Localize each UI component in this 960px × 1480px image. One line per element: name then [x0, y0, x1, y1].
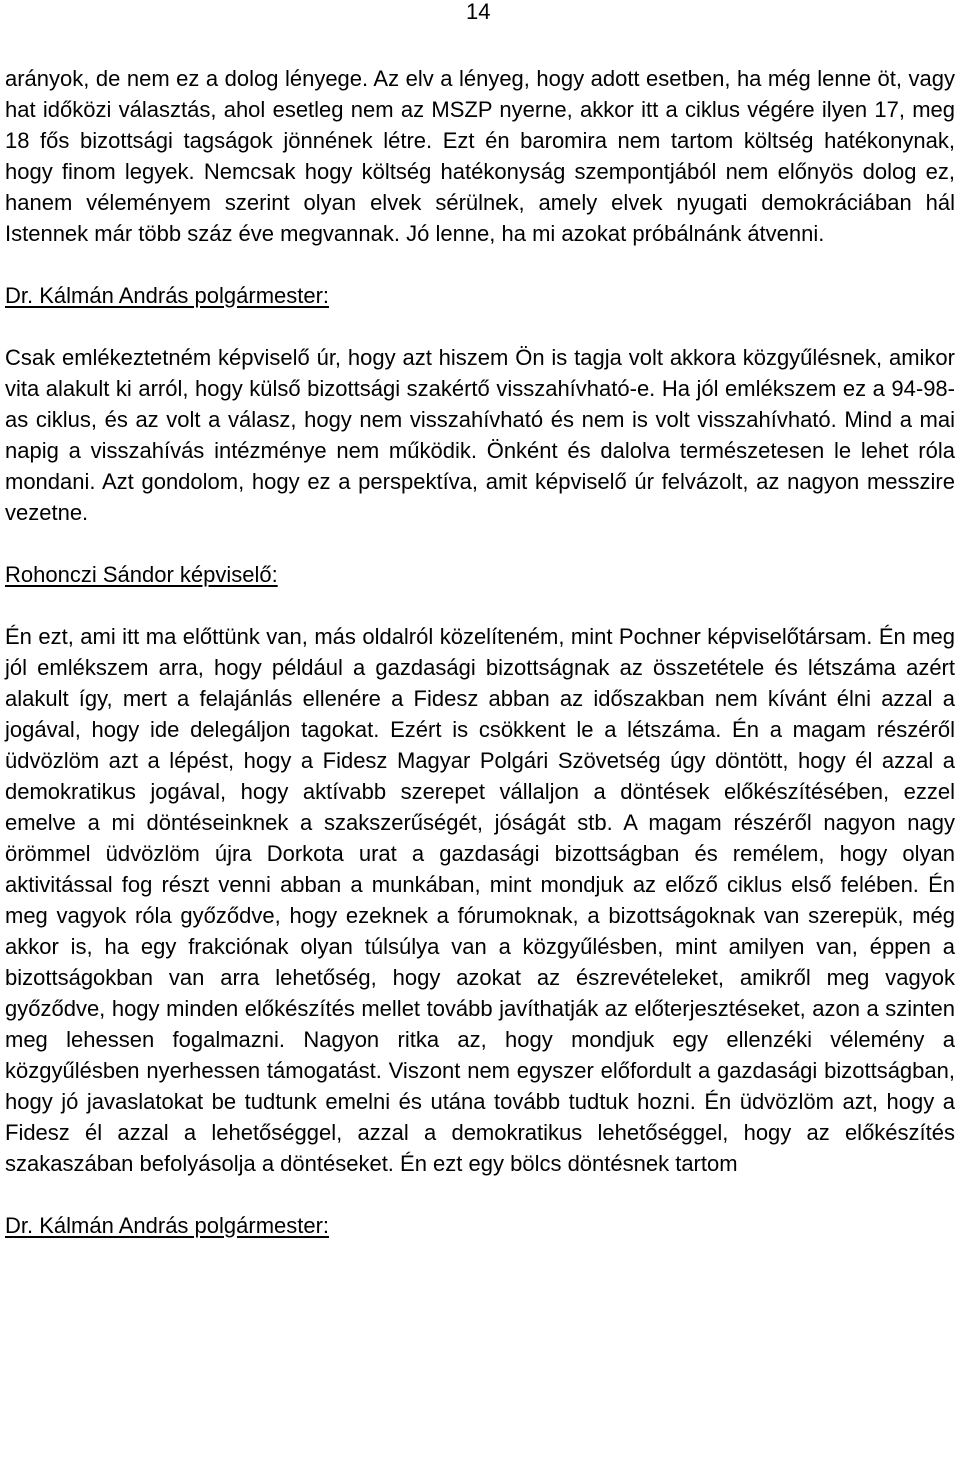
- paragraph-mayor-response: Csak emlékeztetném képviselő úr, hogy azt hiszem Ön is tagja volt akkora közgyűlésnek, amikor vita alakult ki arról, hogy külső bizottsági szakértő visszahívható-e. Ha jól emlékszem ez a 94-98-as ciklus, és az volt a válasz, hogy nem visszahívható és nem is volt visszahívható. Mind a mai napig a visszahívás intézménye nem működik. Önként és dalolva természetesen le lehet róla mondani. Azt gondolom, hogy ez a perspektíva, amit képviselő úr felvázolt, az nagyon messzire vezetne.: [5, 345, 955, 525]
- speaker-heading-rohonczi: Rohonczi Sándor képviselő:: [5, 562, 278, 587]
- document-body: [5, 63, 955, 1241]
- paragraph-rohonczi-statement: Én ezt, ami itt ma előttünk van, más oldalról közelíteném, mint Pochner képviselőtársam. Én meg jól emlékszem arra, hogy például a gazdasági bizottságnak az összetétele és létszáma azért alakult így, mert a felajánlás ellenére a Fidesz abban az időszakban nem kívánt élni azzal a jogával, hogy ide delegáljon tagokat. Ezért is csökkent le a létszáma. Én a magam részéről üdvözlöm azt a lépést, hogy a Fidesz Magyar Polgári Szövetség úgy döntött, hogy él azzal a demokratikus jogával, hogy aktívabb szerepet vállaljon a döntések előkészítésében, ezzel emelve a mi döntéseinknek a szakszerűségét, jóságát stb. A magam részéről nagyon nagy örömmel üdvözlöm újra Dorkota urat a gazdasági bizottságban és remélem, hogy olyan aktivitással fog részt venni abban a munkában, mint mondjuk az előző ciklus első felében. Én meg vagyok róla győződve, hogy ezeknek a fórumoknak, a bizottságoknak van szerepük, még akkor is, ha egy frakciónak olyan túlsúlya van a közgyűlésben, mint amilyen van, éppen a bizottságokban van arra lehetőség, hogy azokat az észrevételeket, amikről meg vagyok győződve, hogy minden előkészítés mellet tovább javíthatják az előterjesztéseket, azon a szinten meg lehessen fogalmazni. Nagyon ritka az, hogy mondjuk egy ellenzéki vélemény a közgyűlésben nyerhessen támogatást. Viszont nem egyszer előfordult a gazdasági bizottságban, hogy jó javaslatokat be tudtunk emelni és utána tovább tudtuk hozni. Én üdvözlöm azt, hogy a Fidesz él azzal a lehetőséggel, azzal a demokratikus lehetőséggel, hogy az előkészítés szakaszában befolyásolja a döntéseket. Én ezt egy bölcs döntésnek tartom: [5, 624, 955, 1176]
- paragraph-intro: arányok, de nem ez a dolog lényege. Az elv a lényeg, hogy adott esetben, ha még lenne öt, vagy hat időközi választás, ahol esetleg nem az MSZP nyerne, akkor itt a ciklus végére ilyen 17, meg 18 fős bizottsági tagságok jönnének létre. Ezt én baromira nem tartom költség hatékonynak, hogy finom legyek. Nemcsak hogy költség hatékonyság szempontjából nem előnyös dolog ez, hanem véleményem szerint olyan elvek sérülnek, amely elvek nyugati demokráciában hál Istennek már több száz éve megvannak. Jó lenne, ha mi azokat próbálnánk átvenni.: [5, 66, 955, 246]
- speaker-heading-mayor: Dr. Kálmán András polgármester:: [5, 283, 330, 308]
- speaker-heading-mayor-2: Dr. Kálmán András polgármester:: [5, 1213, 330, 1238]
- page-number: 14: [466, 0, 491, 24]
